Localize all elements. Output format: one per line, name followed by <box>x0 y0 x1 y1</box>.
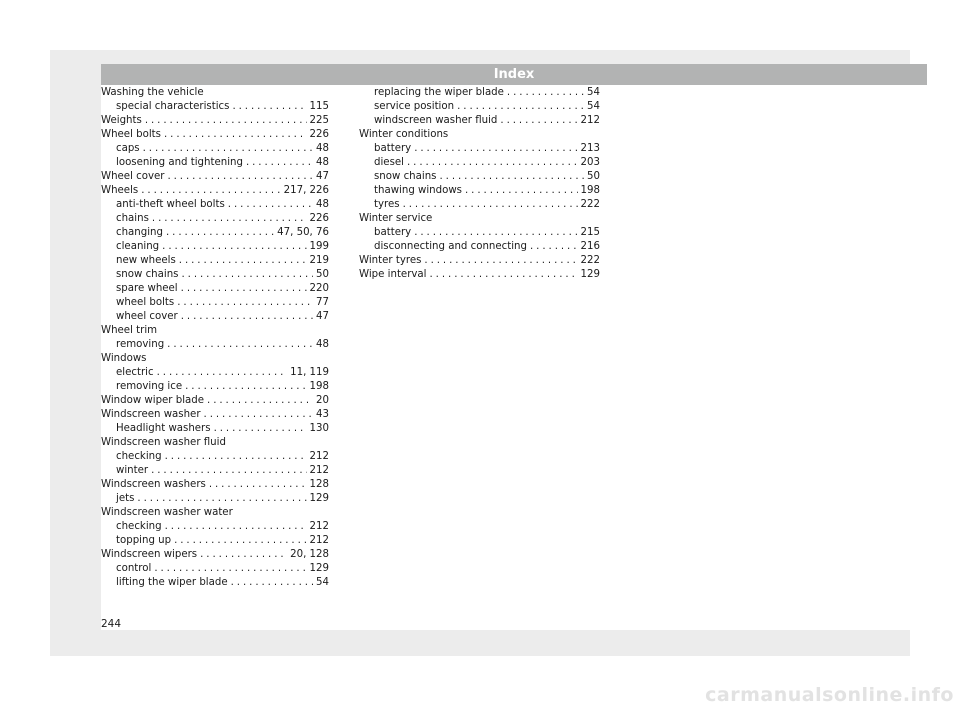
index-entry <box>359 128 600 142</box>
entry-page-ref: 199 <box>309 241 329 252</box>
entry-label: cleaning <box>116 241 160 252</box>
index-entry <box>101 436 329 450</box>
index-entry <box>101 548 329 562</box>
dot-leader <box>162 240 306 254</box>
index-subentry <box>101 464 329 478</box>
entry-label: tyres <box>374 199 400 210</box>
index-subentry <box>101 380 329 394</box>
entry-label: snow chains <box>116 269 179 280</box>
dot-leader <box>157 366 288 380</box>
entry-page-ref: 43 <box>316 409 329 420</box>
dot-leader <box>152 212 307 226</box>
entry-label: Window wiper blade <box>101 395 205 406</box>
index-subentry <box>101 100 329 114</box>
entry-page-ref: 212 <box>580 115 600 126</box>
index-subentry <box>101 142 329 156</box>
entry-label: lifting the wiper blade <box>116 577 228 588</box>
entry-page-ref: 47, 50, 76 <box>277 227 329 238</box>
index-entry <box>101 478 329 492</box>
index-entry <box>101 128 329 142</box>
entry-label: removing ice <box>116 381 183 392</box>
entry-page-ref: 47 <box>316 311 329 322</box>
dot-leader <box>439 170 584 184</box>
dot-leader <box>167 338 313 352</box>
entry-label: replacing the wiper blade <box>374 87 504 98</box>
entry-label: jets <box>116 493 135 504</box>
entry-page-ref: 48 <box>316 199 329 210</box>
dot-leader <box>179 254 307 268</box>
dot-leader <box>207 394 313 408</box>
entry-label: loosening and tightening <box>116 157 243 168</box>
dot-leader <box>407 156 578 170</box>
entry-label: Windscreen washers <box>101 479 206 490</box>
entry-label: checking <box>116 521 162 532</box>
entry-page-ref: 54 <box>316 577 329 588</box>
dot-leader <box>424 254 577 268</box>
dot-leader <box>151 464 306 478</box>
index-subentry <box>101 520 329 534</box>
page-number: 244 <box>101 618 122 630</box>
entry-label: snow chains <box>374 171 437 182</box>
entry-label: wheel bolts <box>116 297 175 308</box>
dot-leader <box>204 408 314 422</box>
index-subentry <box>101 240 329 254</box>
entry-label: Headlight washers <box>116 423 211 434</box>
entry-label: winter <box>116 465 149 476</box>
dot-leader <box>465 184 578 198</box>
index-entry <box>101 352 329 366</box>
dot-leader <box>165 450 307 464</box>
entry-page-ref: 48 <box>316 143 329 154</box>
entry-label: chains <box>116 213 149 224</box>
entry-label: caps <box>116 143 140 154</box>
index-subentry <box>101 534 329 548</box>
index-entry <box>101 170 329 184</box>
entry-page-ref: 219 <box>309 255 329 266</box>
entry-page-ref: 215 <box>580 227 600 238</box>
index-subentry <box>101 338 329 352</box>
index-entry <box>359 254 600 268</box>
entry-label: Windscreen wipers <box>101 549 198 560</box>
entry-label: topping up <box>116 535 172 546</box>
entry-label: electric <box>116 367 154 378</box>
index-subentry <box>359 170 600 184</box>
dot-leader <box>414 142 577 156</box>
watermark: carmanualsonline.info <box>705 684 954 706</box>
entry-label: diesel <box>374 157 404 168</box>
dot-leader <box>174 534 306 548</box>
entry-label: special characteristics <box>116 101 230 112</box>
entry-page-ref: 48 <box>316 339 329 350</box>
index-subentry <box>359 100 600 114</box>
entry-label: Windows <box>101 353 147 364</box>
entry-page-ref: 222 <box>580 255 600 266</box>
dot-leader <box>507 86 584 100</box>
entry-label: Weights <box>101 115 142 126</box>
index-entry <box>101 86 329 100</box>
index-subentry <box>359 86 600 100</box>
dot-leader <box>165 520 307 534</box>
dot-leader <box>166 226 274 240</box>
dot-leader <box>530 240 578 254</box>
index-entry <box>359 212 600 226</box>
entry-label: Wheel trim <box>101 325 158 336</box>
entry-page-ref: 212 <box>309 465 329 476</box>
dot-leader <box>228 198 313 212</box>
entry-label: windscreen washer fluid <box>374 115 498 126</box>
index-subentry <box>359 114 600 128</box>
entry-label: Windscreen washer <box>101 409 201 420</box>
index-subentry <box>101 226 329 240</box>
entry-label: new wheels <box>116 255 176 266</box>
entry-page-ref: 50 <box>316 269 329 280</box>
index-entry <box>101 408 329 422</box>
index-entry <box>359 268 600 282</box>
dot-leader <box>414 226 577 240</box>
index-subentry <box>101 450 329 464</box>
index-subentry <box>359 198 600 212</box>
entry-label: Winter conditions <box>359 129 449 140</box>
entry-label: spare wheel <box>116 283 178 294</box>
dot-leader <box>181 268 313 282</box>
index-subentry <box>359 142 600 156</box>
dot-leader <box>232 100 306 114</box>
index-subentry <box>101 366 329 380</box>
entry-page-ref: 129 <box>309 493 329 504</box>
index-subentry <box>101 310 329 324</box>
entry-page-ref: 217, 226 <box>283 185 329 196</box>
dot-leader <box>185 380 306 394</box>
entry-page-ref: 226 <box>309 213 329 224</box>
dot-leader <box>500 114 577 128</box>
index-subentry <box>101 282 329 296</box>
entry-page-ref: 54 <box>587 101 600 112</box>
dot-leader <box>403 198 578 212</box>
entry-page-ref: 47 <box>316 171 329 182</box>
entry-page-ref: 11, 119 <box>290 367 329 378</box>
index-subentry <box>101 296 329 310</box>
entry-label: battery <box>374 227 412 238</box>
entry-page-ref: 54 <box>587 87 600 98</box>
dot-leader <box>154 562 306 576</box>
index-column-right <box>359 86 600 282</box>
entry-label: control <box>116 563 152 574</box>
entry-label: Washing the vehicle <box>101 87 204 98</box>
index-entry <box>101 506 329 520</box>
page-title: Index <box>493 67 535 82</box>
dot-leader <box>430 268 578 282</box>
entry-label: wheel cover <box>116 311 178 322</box>
entry-label: Winter tyres <box>359 255 422 266</box>
entry-label: removing <box>116 339 165 350</box>
entry-label: disconnecting and connecting <box>374 241 527 252</box>
entry-page-ref: 128 <box>309 479 329 490</box>
entry-page-ref: 203 <box>580 157 600 168</box>
index-entry <box>101 114 329 128</box>
entry-page-ref: 212 <box>309 535 329 546</box>
entry-label: Wheels <box>101 185 139 196</box>
index-subentry <box>101 156 329 170</box>
dot-leader <box>137 492 306 506</box>
entry-page-ref: 212 <box>309 451 329 462</box>
index-subentry <box>359 156 600 170</box>
page-header <box>101 64 927 85</box>
index-subentry <box>101 268 329 282</box>
dot-leader <box>141 184 280 198</box>
dot-leader <box>164 128 307 142</box>
dot-leader <box>200 548 287 562</box>
entry-page-ref: 130 <box>309 423 329 434</box>
entry-page-ref: 50 <box>587 171 600 182</box>
dot-leader <box>167 170 313 184</box>
entry-label: Windscreen washer fluid <box>101 437 226 448</box>
index-subentry <box>101 562 329 576</box>
entry-page-ref: 226 <box>309 129 329 140</box>
index-entry <box>101 184 329 198</box>
dot-leader <box>209 478 307 492</box>
index-subentry <box>101 254 329 268</box>
entry-label: thawing windows <box>374 185 462 196</box>
dot-leader <box>246 156 313 170</box>
index-subentry <box>101 492 329 506</box>
entry-page-ref: 225 <box>309 115 329 126</box>
dot-leader <box>231 576 313 590</box>
index-subentry <box>101 576 329 590</box>
entry-page-ref: 198 <box>309 381 329 392</box>
entry-label: Windscreen washer water <box>101 507 233 518</box>
entry-page-ref: 198 <box>580 185 600 196</box>
entry-label: Wheel cover <box>101 171 165 182</box>
entry-page-ref: 20 <box>316 395 329 406</box>
dot-leader <box>177 296 313 310</box>
entry-page-ref: 115 <box>309 101 329 112</box>
entry-label: anti-theft wheel bolts <box>116 199 225 210</box>
entry-label: Wipe interval <box>359 269 427 280</box>
entry-page-ref: 216 <box>580 241 600 252</box>
dot-leader <box>145 114 307 128</box>
dot-leader <box>181 310 313 324</box>
entry-page-ref: 129 <box>309 563 329 574</box>
entry-page-ref: 77 <box>316 297 329 308</box>
index-subentry <box>359 240 600 254</box>
entry-page-ref: 222 <box>580 199 600 210</box>
dot-leader <box>181 282 307 296</box>
index-subentry <box>359 184 600 198</box>
index-subentry <box>101 422 329 436</box>
entry-page-ref: 20, 128 <box>290 549 329 560</box>
entry-label: changing <box>116 227 163 238</box>
entry-label: battery <box>374 143 412 154</box>
entry-page-ref: 220 <box>309 283 329 294</box>
entry-page-ref: 48 <box>316 157 329 168</box>
entry-page-ref: 129 <box>580 269 600 280</box>
entry-label: checking <box>116 451 162 462</box>
entry-page-ref: 213 <box>580 143 600 154</box>
index-entry <box>101 324 329 338</box>
entry-page-ref: 212 <box>309 521 329 532</box>
dot-leader <box>214 422 307 436</box>
dot-leader <box>457 100 584 114</box>
entry-label: Winter service <box>359 213 433 224</box>
entry-label: service position <box>374 101 455 112</box>
index-subentry <box>101 198 329 212</box>
entry-label: Wheel bolts <box>101 129 161 140</box>
index-subentry <box>359 226 600 240</box>
dot-leader <box>143 142 313 156</box>
index-column-left <box>101 86 329 590</box>
index-subentry <box>101 212 329 226</box>
index-entry <box>101 394 329 408</box>
